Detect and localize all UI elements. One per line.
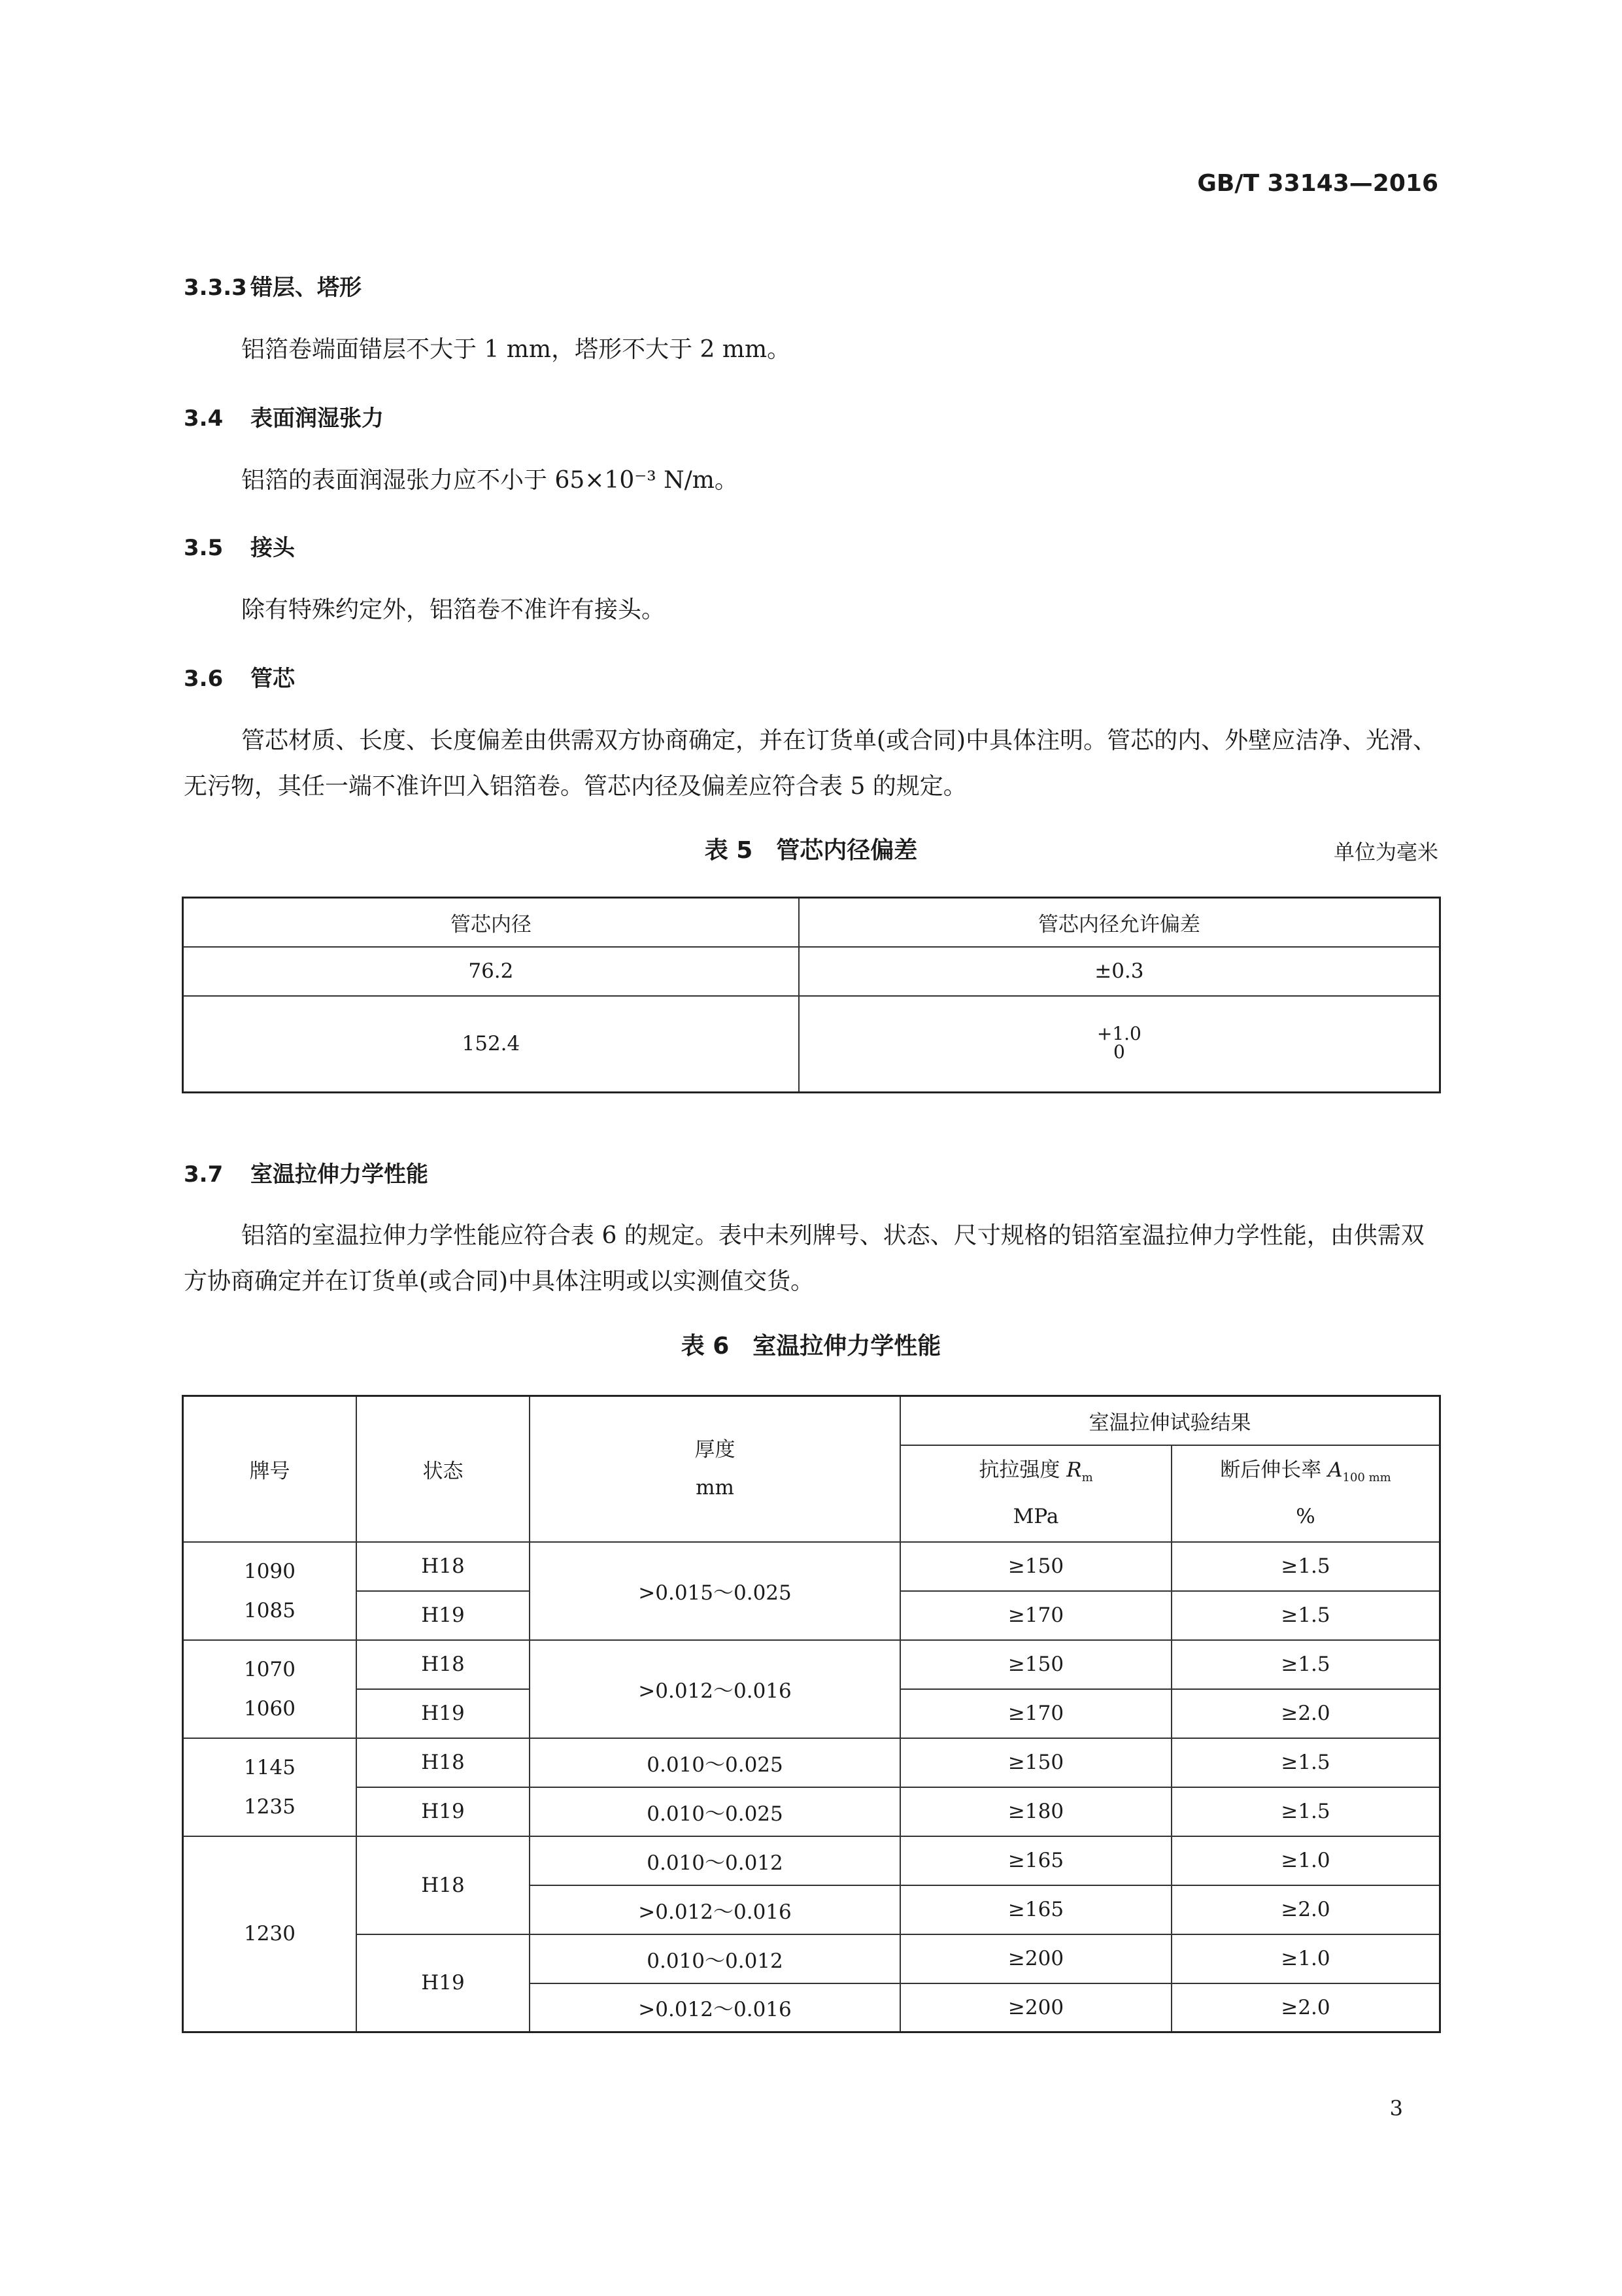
section-number: 3.5	[184, 535, 224, 561]
header-elongation-text: 断后伸长率	[1220, 1458, 1322, 1482]
grade-value: 1085	[244, 1598, 296, 1622]
tensile-cell: ≥180	[900, 1787, 1172, 1836]
header-cell: 管芯内径	[183, 898, 799, 947]
table-header-row	[183, 1396, 1440, 1445]
section-text-3-6: 管芯材质、长度、长度偏差由供需双方协商确定，并在订货单(或合同)中具体注明。管芯的内、外壁应洁净、光滑、无污物，其任一端不准许凹入铝箔卷。管芯内径及偏差应符合表 5 的规定。	[184, 727, 1437, 800]
elongation-cell: ≥1.5	[1172, 1640, 1440, 1689]
header-elongation-unit: %	[1296, 1504, 1315, 1528]
section-title: 管芯	[250, 666, 295, 692]
section-title: 接头	[250, 535, 295, 561]
header-elongation-subscript: 100 mm	[1342, 1471, 1391, 1485]
tensile-cell: ≥170	[900, 1689, 1172, 1738]
standard-number: GB/T 33143—2016	[1197, 170, 1438, 197]
header-thickness	[530, 1396, 900, 1542]
header-tensile-symbol: R	[1066, 1458, 1082, 1482]
tolerance-cell: ±0.3	[799, 947, 1440, 996]
section-number: 3.6	[184, 666, 224, 692]
section-heading-3-5	[184, 530, 295, 562]
table6-caption: 表 6 室温拉伸力学性能	[681, 1333, 941, 1360]
grade-value: 1060	[244, 1696, 296, 1721]
tolerance-stack	[1096, 1022, 1141, 1063]
header-cell: 管芯内径允许偏差	[799, 898, 1440, 947]
thickness-cell: 0.010～0.012	[530, 1934, 900, 1983]
elongation-cell: ≥2.0	[1172, 1689, 1440, 1738]
section-heading-3-6	[184, 660, 295, 693]
header-grade: 牌号	[183, 1396, 357, 1542]
section-heading-3-4	[184, 400, 384, 432]
grade-cell	[183, 1738, 357, 1836]
tolerance-cell	[799, 996, 1440, 1093]
grade-value: 1070	[244, 1657, 296, 1681]
section-number: 3.7	[184, 1161, 224, 1188]
table5-unit: 单位为毫米	[1333, 840, 1438, 865]
table-row	[183, 1640, 1440, 1689]
tensile-cell: ≥165	[900, 1836, 1172, 1885]
section-number: 3.3.3	[184, 275, 247, 301]
section-text-3-3-3: 铝箔卷端面错层不大于 1 mm，塔形不大于 2 mm。	[241, 336, 791, 363]
tensile-cell: ≥165	[900, 1885, 1172, 1934]
header-thickness-unit: mm	[696, 1476, 734, 1500]
elongation-cell: ≥2.0	[1172, 1885, 1440, 1934]
table-row	[183, 1542, 1440, 1591]
temper-cell: H19	[356, 1787, 530, 1836]
elongation-cell: ≥1.0	[1172, 1836, 1440, 1885]
section-heading-3-3-3	[184, 269, 362, 301]
header-tensile-unit: MPa	[1013, 1504, 1059, 1528]
thickness-cell: >0.015～0.025	[530, 1542, 900, 1640]
elongation-cell: ≥1.5	[1172, 1787, 1440, 1836]
section-title: 表面润湿张力	[250, 405, 384, 432]
section-text-3-4: 铝箔的表面润湿张力应不小于 65×10⁻³ N/m。	[241, 467, 738, 494]
table-row	[183, 947, 1440, 996]
header-elongation-symbol: A	[1328, 1458, 1343, 1482]
header-tensile	[900, 1445, 1172, 1542]
section-text-3-7: 铝箔的室温拉伸力学性能应符合表 6 的规定。表中未列牌号、状态、尺寸规格的铝箔室温拉伸力学性能，由供需双方协商确定并在订货单(或合同)中具体注明或以实测值交货。	[184, 1222, 1425, 1295]
header-result-group: 室温拉伸试验结果	[900, 1396, 1440, 1445]
tensile-cell: ≥200	[900, 1983, 1172, 2032]
grade-cell	[183, 1640, 357, 1738]
section-heading-3-7	[184, 1156, 428, 1188]
tensile-cell: ≥200	[900, 1934, 1172, 1983]
header-tensile-subscript: m	[1081, 1471, 1093, 1485]
elongation-cell: ≥1.5	[1172, 1591, 1440, 1640]
grade-value: 1145	[244, 1755, 296, 1779]
tensile-cell: ≥150	[900, 1542, 1172, 1591]
grade-value: 1235	[244, 1794, 296, 1819]
temper-cell: H18	[356, 1738, 530, 1787]
grade-cell: 1230	[183, 1836, 357, 2032]
diameter-cell: 152.4	[183, 996, 799, 1093]
temper-cell: H19	[356, 1689, 530, 1738]
table-header-row	[183, 898, 1440, 947]
elongation-cell: ≥1.5	[1172, 1738, 1440, 1787]
elongation-cell: ≥2.0	[1172, 1983, 1440, 2032]
temper-cell: H18	[356, 1836, 530, 1934]
section-text-3-5: 除有特殊约定外，铝箔卷不准许有接头。	[241, 596, 666, 623]
thickness-cell: >0.012～0.016	[530, 1640, 900, 1738]
tolerance-upper: +1.0	[1096, 1022, 1141, 1044]
section-number: 3.4	[184, 405, 224, 432]
header-elongation	[1172, 1445, 1440, 1542]
table-row	[183, 1934, 1440, 1983]
table-row	[183, 1836, 1440, 1885]
temper-cell: H18	[356, 1640, 530, 1689]
table-row	[183, 1738, 1440, 1787]
table5	[182, 897, 1441, 1093]
diameter-cell: 76.2	[183, 947, 799, 996]
table-row	[183, 1787, 1440, 1836]
elongation-cell: ≥1.0	[1172, 1934, 1440, 1983]
tensile-cell: ≥150	[900, 1738, 1172, 1787]
grade-cell	[183, 1542, 357, 1640]
temper-cell: H18	[356, 1542, 530, 1591]
temper-cell: H19	[356, 1934, 530, 2032]
header-elongation-label	[1172, 1451, 1439, 1497]
table-row	[183, 996, 1440, 1093]
tensile-cell: ≥150	[900, 1640, 1172, 1689]
grade-value: 1090	[244, 1559, 296, 1583]
tolerance-lower: 0	[1113, 1040, 1125, 1063]
header-thickness-label: 厚度	[694, 1438, 735, 1462]
table6	[182, 1395, 1441, 2033]
section-title: 错层、塔形	[250, 275, 362, 301]
thickness-cell: 0.010～0.012	[530, 1836, 900, 1885]
thickness-cell: >0.012～0.016	[530, 1983, 900, 2032]
thickness-cell: 0.010～0.025	[530, 1738, 900, 1787]
temper-cell: H19	[356, 1591, 530, 1640]
thickness-cell: 0.010～0.025	[530, 1787, 900, 1836]
header-tensile-label	[901, 1451, 1171, 1497]
header-temper: 状态	[356, 1396, 530, 1542]
header-tensile-text: 抗拉强度	[979, 1458, 1060, 1482]
section-title: 室温拉伸力学性能	[250, 1161, 428, 1188]
table5-caption: 表 5 管芯内径偏差	[704, 837, 918, 864]
page-number: 3	[1389, 2096, 1403, 2121]
thickness-cell: >0.012～0.016	[530, 1885, 900, 1934]
tensile-cell: ≥170	[900, 1591, 1172, 1640]
elongation-cell: ≥1.5	[1172, 1542, 1440, 1591]
